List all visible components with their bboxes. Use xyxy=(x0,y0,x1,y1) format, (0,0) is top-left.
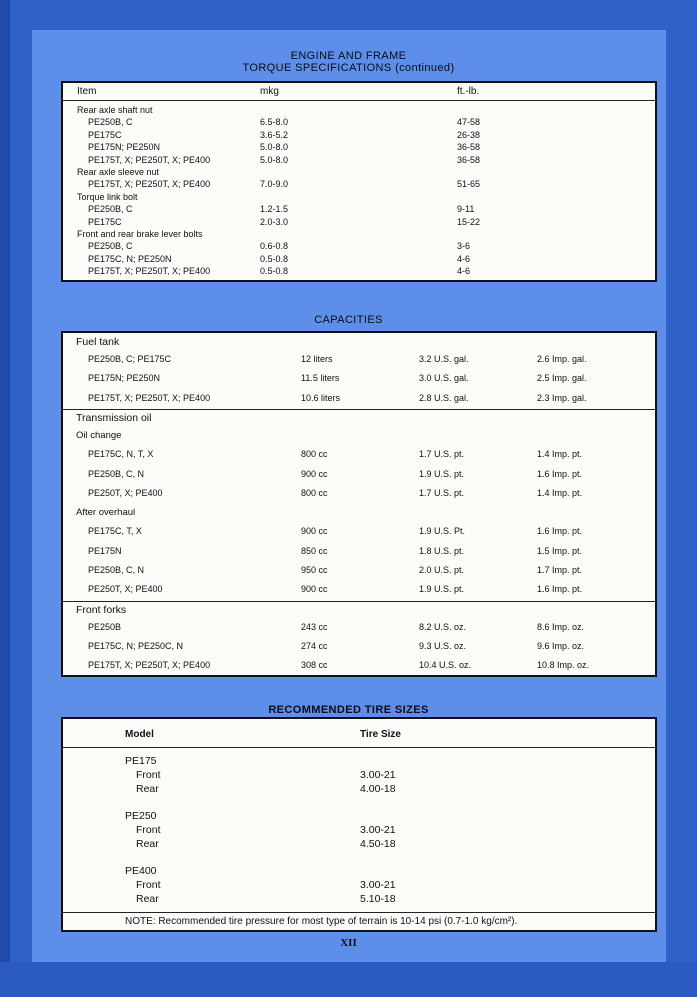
torque-mkg: 1.2-1.5 xyxy=(260,204,289,215)
torque-item: PE250B, C xyxy=(88,117,133,128)
capacity-imp: 1.5 Imp. pt. xyxy=(537,545,583,556)
col-header-item: Item xyxy=(77,86,97,97)
capacity-imp: 2.6 Imp. gal. xyxy=(537,354,587,364)
capacity-us: 2.8 U.S. gal. xyxy=(419,392,469,403)
capacity-us: 1.9 U.S. Pt. xyxy=(419,526,466,537)
tire-pressure-note: NOTE: Recommended tire pressure for most type of terrain is 10-14 psi (0.7-1.0 kg/cm²). xyxy=(125,916,518,927)
tire-rear-label: Rear xyxy=(136,838,159,850)
page-number: XII xyxy=(340,937,357,949)
bottom-band xyxy=(0,962,697,997)
capacity-metric: 12 liters xyxy=(301,354,333,364)
torque-item: Rear axle shaft nut xyxy=(77,105,153,115)
torque-item: Front and rear brake lever bolts xyxy=(77,229,203,239)
header-rule xyxy=(63,100,655,101)
capacity-imp: 8.6 Imp. oz. xyxy=(537,621,585,632)
capacity-model: PE175C, N; PE250C, N xyxy=(88,640,184,651)
torque-item: PE175T, X; PE250T, X; PE400 xyxy=(88,266,211,277)
tire-rear-size: 4.50-18 xyxy=(360,838,396,850)
capacity-metric: 900 cc xyxy=(301,526,328,537)
capacities-table xyxy=(61,331,657,677)
torque-item: Rear axle sleeve nut xyxy=(77,167,160,177)
torque-item: PE175T, X; PE250T, X; PE400 xyxy=(88,154,211,165)
torque-title-line2: TORQUE SPECIFICATIONS (continued) xyxy=(242,62,455,74)
torque-ftlb: 15-22 xyxy=(457,216,481,227)
torque-item: PE175T, X; PE250T, X; PE400 xyxy=(88,179,211,190)
torque-ftlb: 51-65 xyxy=(457,179,481,190)
capacity-model: PE250B xyxy=(88,621,122,632)
torque-ftlb: 36-58 xyxy=(457,154,481,165)
torque-mkg: 0.5-0.8 xyxy=(260,266,289,277)
tire-front-size: 3.00-21 xyxy=(360,824,396,836)
capacity-imp: 1.6 Imp. pt. xyxy=(537,468,583,479)
torque-item: Torque link bolt xyxy=(77,191,138,202)
section-divider xyxy=(63,409,655,410)
capacity-us: 1.7 U.S. pt. xyxy=(419,487,465,498)
capacity-us: 1.7 U.S. pt. xyxy=(419,449,465,460)
capacity-model: PE175N xyxy=(88,545,122,556)
torque-item: PE175C xyxy=(88,216,122,227)
torque-table xyxy=(61,81,657,282)
torque-ftlb: 4-6 xyxy=(457,253,471,264)
capacity-us: 1.8 U.S. pt. xyxy=(419,545,465,556)
capacity-model: PE250B, C; PE175C xyxy=(88,354,172,364)
capacity-model: PE175C, T, X xyxy=(88,526,142,537)
tire-front-label: Front xyxy=(136,824,161,836)
capacity-model: PE250T, X; PE400 xyxy=(88,584,163,595)
section-heading: Front forks xyxy=(76,603,127,616)
capacity-imp: 10.8 Imp. oz. xyxy=(537,660,590,671)
subheading: After overhaul xyxy=(76,507,136,519)
torque-item: PE175C, N; PE250N xyxy=(88,253,172,264)
capacity-imp: 1.7 Imp. pt. xyxy=(537,565,583,575)
capacity-model: PE175T, X; PE250T, X; PE400 xyxy=(88,392,211,403)
torque-mkg: 7.0-9.0 xyxy=(260,179,289,190)
col-header-ftlb: ft.-lb. xyxy=(457,86,480,97)
capacity-us: 8.2 U.S. oz. xyxy=(419,621,467,632)
torque-item: PE175N; PE250N xyxy=(88,142,161,153)
capacity-us: 1.9 U.S. pt. xyxy=(419,584,465,595)
capacity-imp: 1.4 Imp. pt. xyxy=(537,449,583,460)
capacity-us: 3.0 U.S. gal. xyxy=(419,373,469,384)
tire-front-size: 3.00-21 xyxy=(360,769,396,781)
capacity-metric: 243 cc xyxy=(301,621,328,632)
binding-edge xyxy=(0,0,10,997)
torque-mkg: 0.5-0.8 xyxy=(260,253,289,264)
tire-model: PE400 xyxy=(125,865,157,877)
torque-ftlb: 4-6 xyxy=(457,266,471,277)
section-divider xyxy=(63,601,655,602)
capacity-imp: 2.5 Imp. gal. xyxy=(537,373,587,384)
torque-ftlb: 3-6 xyxy=(457,241,471,252)
col-header-tire-size: Tire Size xyxy=(360,729,401,740)
tire-model: PE250 xyxy=(125,810,157,822)
torque-mkg: 5.0-8.0 xyxy=(260,154,289,165)
torque-mkg: 6.5-8.0 xyxy=(260,117,289,128)
capacity-model: PE250B, C, N xyxy=(88,565,145,575)
torque-item: PE250B, C xyxy=(88,241,133,252)
torque-mkg: 3.6-5.2 xyxy=(260,129,289,140)
col-header-model: Model xyxy=(125,729,154,740)
tire-rear-label: Rear xyxy=(136,893,159,905)
torque-mkg: 2.0-3.0 xyxy=(260,216,289,227)
tire-sizes-table xyxy=(61,717,657,932)
section-heading: Fuel tank xyxy=(76,336,120,348)
capacity-metric: 850 cc xyxy=(301,545,328,556)
section-heading: Transmission oil xyxy=(76,411,152,424)
capacity-metric: 800 cc xyxy=(301,487,328,498)
tire-front-label: Front xyxy=(136,879,161,891)
capacity-model: PE175N; PE250N xyxy=(88,373,161,384)
torque-item: PE175C xyxy=(88,129,122,140)
subheading: Oil change xyxy=(76,429,122,441)
torque-mkg: 5.0-8.0 xyxy=(260,142,289,153)
capacity-metric: 308 cc xyxy=(301,660,328,671)
capacity-us: 9.3 U.S. oz. xyxy=(419,640,467,651)
capacity-model: PE175T, X; PE250T, X; PE400 xyxy=(88,660,211,671)
capacity-model: PE250T, X; PE400 xyxy=(88,487,163,498)
capacity-metric: 800 cc xyxy=(301,449,328,460)
capacities-title: CAPACITIES xyxy=(314,314,383,326)
torque-title-line1: ENGINE AND FRAME xyxy=(290,50,407,62)
tire-header-rule xyxy=(63,747,655,748)
torque-ftlb: 26-38 xyxy=(457,129,481,140)
tire-rear-label: Rear xyxy=(136,783,159,795)
tire-front-size: 3.00-21 xyxy=(360,879,396,891)
capacity-imp: 9.6 Imp. oz. xyxy=(537,640,585,651)
torque-mkg: 0.6-0.8 xyxy=(260,241,289,252)
capacity-metric: 950 cc xyxy=(301,565,328,575)
torque-ftlb: 9-11 xyxy=(457,204,475,215)
torque-item: PE250B, C xyxy=(88,204,133,215)
capacity-model: PE175C, N, T, X xyxy=(88,449,154,460)
capacity-metric: 900 cc xyxy=(301,468,328,479)
capacity-metric: 11.5 liters xyxy=(301,373,340,384)
tire-sizes-title: RECOMMENDED TIRE SIZES xyxy=(268,704,429,716)
tire-rear-size: 4.00-18 xyxy=(360,783,396,795)
capacity-us: 1.9 U.S. pt. xyxy=(419,468,465,479)
capacity-metric: 274 cc xyxy=(301,640,328,651)
tire-model: PE175 xyxy=(125,755,157,767)
torque-ftlb: 47-58 xyxy=(457,117,481,128)
capacity-us: 2.0 U.S. pt. xyxy=(419,565,465,575)
capacity-us: 10.4 U.S. oz. xyxy=(419,660,472,671)
capacity-imp: 1.4 Imp. pt. xyxy=(537,487,583,498)
col-header-mkg: mkg xyxy=(260,86,279,97)
tire-front-label: Front xyxy=(136,769,161,781)
note-rule xyxy=(63,912,655,913)
capacity-metric: 10.6 liters xyxy=(301,392,341,403)
capacity-us: 3.2 U.S. gal. xyxy=(419,354,469,364)
capacity-imp: 1.6 Imp. pt. xyxy=(537,526,583,537)
tire-rear-size: 5.10-18 xyxy=(360,893,396,905)
capacity-imp: 1.6 Imp. pt. xyxy=(537,584,583,595)
capacity-imp: 2.3 Imp. gal. xyxy=(537,392,587,403)
capacity-metric: 900 cc xyxy=(301,584,328,595)
torque-ftlb: 36-58 xyxy=(457,142,481,153)
capacity-model: PE250B, C, N xyxy=(88,468,145,479)
